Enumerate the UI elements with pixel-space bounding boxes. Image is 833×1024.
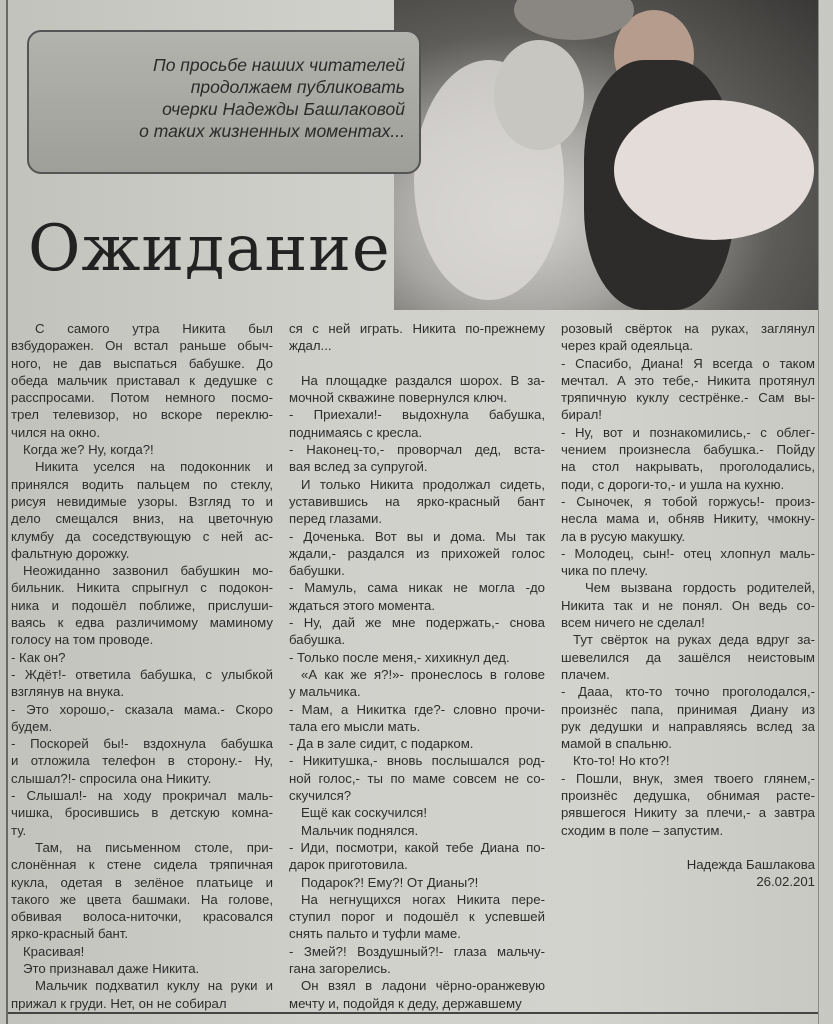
- text-line: - Наконец-то,- проворчал дед, вста-: [289, 442, 545, 458]
- paragraph: [561, 770, 815, 839]
- paragraph: [289, 528, 545, 580]
- text-line: Красивая!: [23, 943, 85, 959]
- paragraph: [561, 545, 815, 580]
- text-line: ту.: [11, 822, 27, 838]
- text-line: через край одеяльца.: [561, 338, 694, 354]
- text-line: обеда мальчик приставал к дедушке с: [11, 372, 273, 388]
- text-line: Там, на письменном столе, при-: [35, 839, 273, 855]
- text-line: такого же цвета башмаки. На голове,: [11, 891, 273, 907]
- text-line: чишка, бросившись в детскую комна-: [11, 805, 273, 821]
- paragraph: [561, 493, 815, 545]
- text-line: - Только после меня,- хихикнул дед.: [289, 649, 510, 665]
- paragraph: [11, 649, 273, 666]
- text-line: скучился?: [289, 788, 352, 804]
- text-line: слышал?!- спросила она Никиту.: [11, 770, 212, 786]
- text-column-3: [561, 320, 815, 891]
- paragraph: [11, 458, 273, 562]
- text-line: Мальчик поднялся.: [301, 822, 419, 838]
- text-line: - Змей?! Воздушный?!- глаза мальчу-: [289, 943, 545, 959]
- text-line: - Ну, вот и познакомились,- с облег-: [561, 424, 815, 440]
- text-line: перед глазами.: [289, 511, 383, 527]
- text-line: - Спасибо, Диана! Я всегда о таком: [561, 355, 815, 371]
- text-line: шевелился да зашёлся неистовым: [561, 649, 815, 665]
- paragraph: [561, 424, 815, 493]
- text-line: ступил порог и подошёл к успевшей: [289, 909, 545, 925]
- text-line: мечту и, подойдя к деду, державшему: [289, 995, 522, 1011]
- paragraph: [11, 441, 273, 458]
- text-line: поднимаясь с кресла.: [289, 424, 423, 440]
- text-line: чением произнесла бабушка.- Пойду: [561, 442, 815, 458]
- text-line: - Да в зале сидит, с подарком.: [289, 736, 474, 752]
- text-line: тала его мысли мать.: [289, 718, 421, 734]
- text-line: рявшегося Никиту за плечи,- а завтра: [561, 805, 815, 821]
- text-line: Тут свёрток на руках деда вдруг за-: [573, 632, 815, 648]
- text-line: у мальчика.: [289, 684, 361, 700]
- text-line: вая вслед за супругой.: [289, 459, 428, 475]
- paragraph: [289, 735, 545, 752]
- text-line: и отложила телефон в сторону.- Ну,: [11, 753, 273, 769]
- paragraph: [561, 631, 815, 683]
- text-line: будем.: [11, 718, 53, 734]
- paragraph: [289, 649, 545, 666]
- text-line: произнёс дедушка, обнимая расте-: [561, 788, 815, 804]
- text-line: - Иди, посмотри, какой тебе Диана по-: [289, 839, 545, 855]
- text-line: - Молодец, сын!- отец хлопнул маль-: [561, 545, 815, 561]
- text-line: И только Никита продолжал сидеть,: [301, 476, 545, 492]
- text-line: ждал...: [289, 338, 332, 354]
- text-line: клумбу да соседствующую с ней ас-: [11, 528, 273, 544]
- text-line: трел телевизор, но вскоре переклю-: [11, 407, 273, 423]
- text-line: гана загорелись.: [289, 960, 391, 976]
- text-line: С самого утра Никита был: [35, 321, 273, 336]
- intro-text: [139, 54, 405, 142]
- signature-date: 26.02.201: [756, 874, 815, 890]
- paragraph: [289, 891, 545, 943]
- paragraph: [289, 579, 545, 614]
- paragraph: [289, 441, 545, 476]
- text-line: - Никитушка,- вновь послышался род-: [289, 753, 545, 769]
- text-line: - Это хорошо,- сказала мама.- Скоро: [11, 701, 273, 717]
- paragraph: [289, 839, 545, 874]
- text-line: Чем вызвана гордость родителей,: [585, 580, 815, 596]
- text-line: ного, не дав выспаться бабушке. До: [11, 355, 273, 371]
- paragraph: [11, 320, 273, 441]
- text-line: Никита так и не понял. Он ведь со-: [561, 597, 815, 613]
- text-line: - Поскорей бы!- вздохнула бабушка: [11, 736, 273, 752]
- text-line: «А как же я?!»- пронеслось в голове: [301, 666, 545, 682]
- text-line: ла в русую макушку.: [561, 528, 686, 544]
- text-line: произнёс папа, принимая Диану из: [561, 701, 815, 717]
- text-line: принялся водить пальцем по стеклу,: [11, 476, 273, 492]
- paragraph: [11, 735, 273, 787]
- paragraph: [11, 839, 273, 943]
- text-line: - Слышал!- на ходу прокричал маль-: [11, 788, 273, 804]
- text-column-2: [289, 320, 545, 1012]
- text-line: поди, с дороги-то,- и ушла на кухню.: [561, 476, 785, 492]
- article-title: Ожидание: [28, 212, 391, 286]
- text-line: взглянув на внука.: [11, 684, 125, 700]
- intro-box: [27, 30, 421, 174]
- text-line: плачем.: [561, 666, 610, 682]
- text-line: фальтную дорожку.: [11, 545, 130, 561]
- text-line: ваясь к едва различимому маминому: [11, 615, 273, 631]
- intro-line: продолжаем публиковать: [190, 77, 405, 97]
- text-line: ной голос,- ты по маме совсем не со-: [289, 770, 545, 786]
- text-line: розовый свёрток на руках, заглянул: [561, 321, 815, 336]
- paragraph: [289, 822, 545, 839]
- paragraph: [289, 752, 545, 804]
- text-line: бирал!: [561, 407, 602, 423]
- text-line: бильник. Никита спрыгнул с подокон-: [11, 580, 273, 596]
- paragraph: [289, 874, 545, 891]
- paragraph: [561, 579, 815, 631]
- paragraph: [289, 943, 545, 978]
- text-line: мамой в спальню.: [561, 736, 672, 752]
- text-line: слонённая к стене сидела тряпичная: [11, 857, 273, 873]
- paragraph: [11, 701, 273, 736]
- text-line: кукла, одетая в зелёное платьице и: [11, 874, 273, 890]
- text-line: - Ну, дай же мне подержать,- снова: [289, 615, 545, 631]
- text-line: ждали,- раздался из прихожей голос: [289, 545, 545, 561]
- text-line: дарок приготовила.: [289, 857, 408, 873]
- text-line: рук дедушки и направляясь вслед за: [561, 718, 815, 734]
- text-line: Никита уселся на подоконник и: [35, 459, 273, 475]
- paragraph: [11, 666, 273, 701]
- text-line: рисуя невидимые узоры. Взгляд то и: [11, 493, 273, 509]
- text-line: ся с ней играть. Никита по-прежнему: [289, 321, 545, 336]
- text-line: бабушка.: [289, 632, 346, 648]
- text-line: На площадке раздался шорох. В за-: [301, 372, 545, 388]
- paragraph: [289, 666, 545, 701]
- text-line: прижал к груди. Нет, он не собирал: [11, 995, 227, 1011]
- paragraph: [289, 804, 545, 821]
- text-line: Кто-то! Но кто?!: [573, 753, 670, 769]
- bottom-rule: [8, 1012, 818, 1014]
- text-line: взбудоражен. Он встал раньше обыч-: [11, 338, 273, 354]
- paragraph: [11, 977, 273, 1012]
- paragraph: [11, 562, 273, 648]
- text-line: Неожиданно зазвонил бабушкин мо-: [23, 563, 273, 579]
- text-line: - Пошли, внук, змея твоего глянем,-: [561, 770, 815, 786]
- paragraph: [289, 320, 545, 355]
- text-line: Когда же? Ну, когда?!: [23, 442, 154, 458]
- text-line: Мальчик подхватил куклу на руки и: [35, 978, 273, 994]
- intro-line: о таких жизненных моментах...: [139, 121, 405, 141]
- paragraph: [289, 372, 545, 407]
- text-line: - Ждёт!- ответила бабушка, с улыбкой: [11, 666, 273, 682]
- paragraph: [289, 977, 545, 1012]
- signature: [561, 856, 815, 891]
- text-line: голосу на том проводе.: [11, 632, 154, 648]
- article-photo: [394, 0, 818, 310]
- text-line: - Мам, а Никитка где?- словно прочи-: [289, 701, 545, 717]
- text-line: Подарок?! Ему?! От Дианы?!: [301, 874, 479, 890]
- text-line: На негнущихся ногах Никита пере-: [301, 891, 545, 907]
- text-line: - Сыночек, я тобой горжусь!- произ-: [561, 493, 815, 509]
- column-rule: [818, 0, 819, 1024]
- text-line: тряпичную куклу сестрёнке.- Сам вы-: [561, 390, 815, 406]
- text-column-1: [11, 320, 273, 1012]
- text-line: бабушки.: [289, 563, 345, 579]
- text-line: Это признавал даже Никита.: [23, 960, 200, 976]
- text-line: чился на окно.: [11, 424, 100, 440]
- paragraph: [289, 476, 545, 528]
- text-line: - Приехали!- выдохнула бабушка,: [289, 407, 545, 423]
- text-line: всем ничего не сделал!: [561, 615, 705, 631]
- text-line: - Доченька. Вот вы и дома. Мы так: [289, 528, 545, 544]
- text-line: ждаться этого момента.: [289, 597, 436, 613]
- paragraph: [561, 320, 815, 355]
- text-line: Ещё как соскучился!: [301, 805, 427, 821]
- text-line: - Дааа, кто-то точно проголодался,-: [561, 684, 815, 700]
- signature-author: Надежда Башлакова: [686, 856, 815, 872]
- text-line: мочной скважине повернулся ключ.: [289, 390, 508, 406]
- paragraph-spacer: [289, 355, 545, 372]
- paragraph: [289, 614, 545, 649]
- paragraph: [11, 960, 273, 977]
- intro-line: По просьбе наших читателей: [153, 55, 405, 75]
- text-line: ника и подошёл поближе, прислуши-: [11, 597, 273, 613]
- text-line: обвивая волоса-ниточки, красовался: [11, 909, 273, 925]
- paragraph: [289, 406, 545, 441]
- text-line: Он взял в ладони чёрно-оранжевую: [301, 978, 545, 994]
- text-line: расспросами. Потом немного посмо-: [11, 390, 273, 406]
- text-line: снять пальто и туфли маме.: [289, 926, 461, 942]
- paragraph: [11, 787, 273, 839]
- column-rule: [6, 0, 8, 1024]
- text-line: мечтал. А это тебе,- Никита протянул: [561, 372, 815, 388]
- text-line: уставившись на ярко-красный бант: [289, 493, 545, 509]
- text-line: - Как он?: [11, 649, 66, 665]
- text-line: - Мамуль, сама никак не могла -до: [289, 580, 545, 596]
- paragraph: [289, 701, 545, 736]
- paragraph: [561, 355, 815, 424]
- text-line: дело смещался вниз, на цветочную: [11, 511, 273, 527]
- text-line: сходим в поле – запустим.: [561, 822, 724, 838]
- text-line: ярко-красный бант.: [11, 926, 129, 942]
- intro-line: очерки Надежды Башлаковой: [162, 99, 405, 119]
- text-line: чика по плечу.: [561, 563, 648, 579]
- paragraph: [561, 752, 815, 769]
- text-line: несла мама и, обняв Никиту, чмокну-: [561, 511, 815, 527]
- paragraph: [11, 943, 273, 960]
- text-line: на стол накрывать, проголодались,: [561, 459, 815, 475]
- paragraph: [561, 683, 815, 752]
